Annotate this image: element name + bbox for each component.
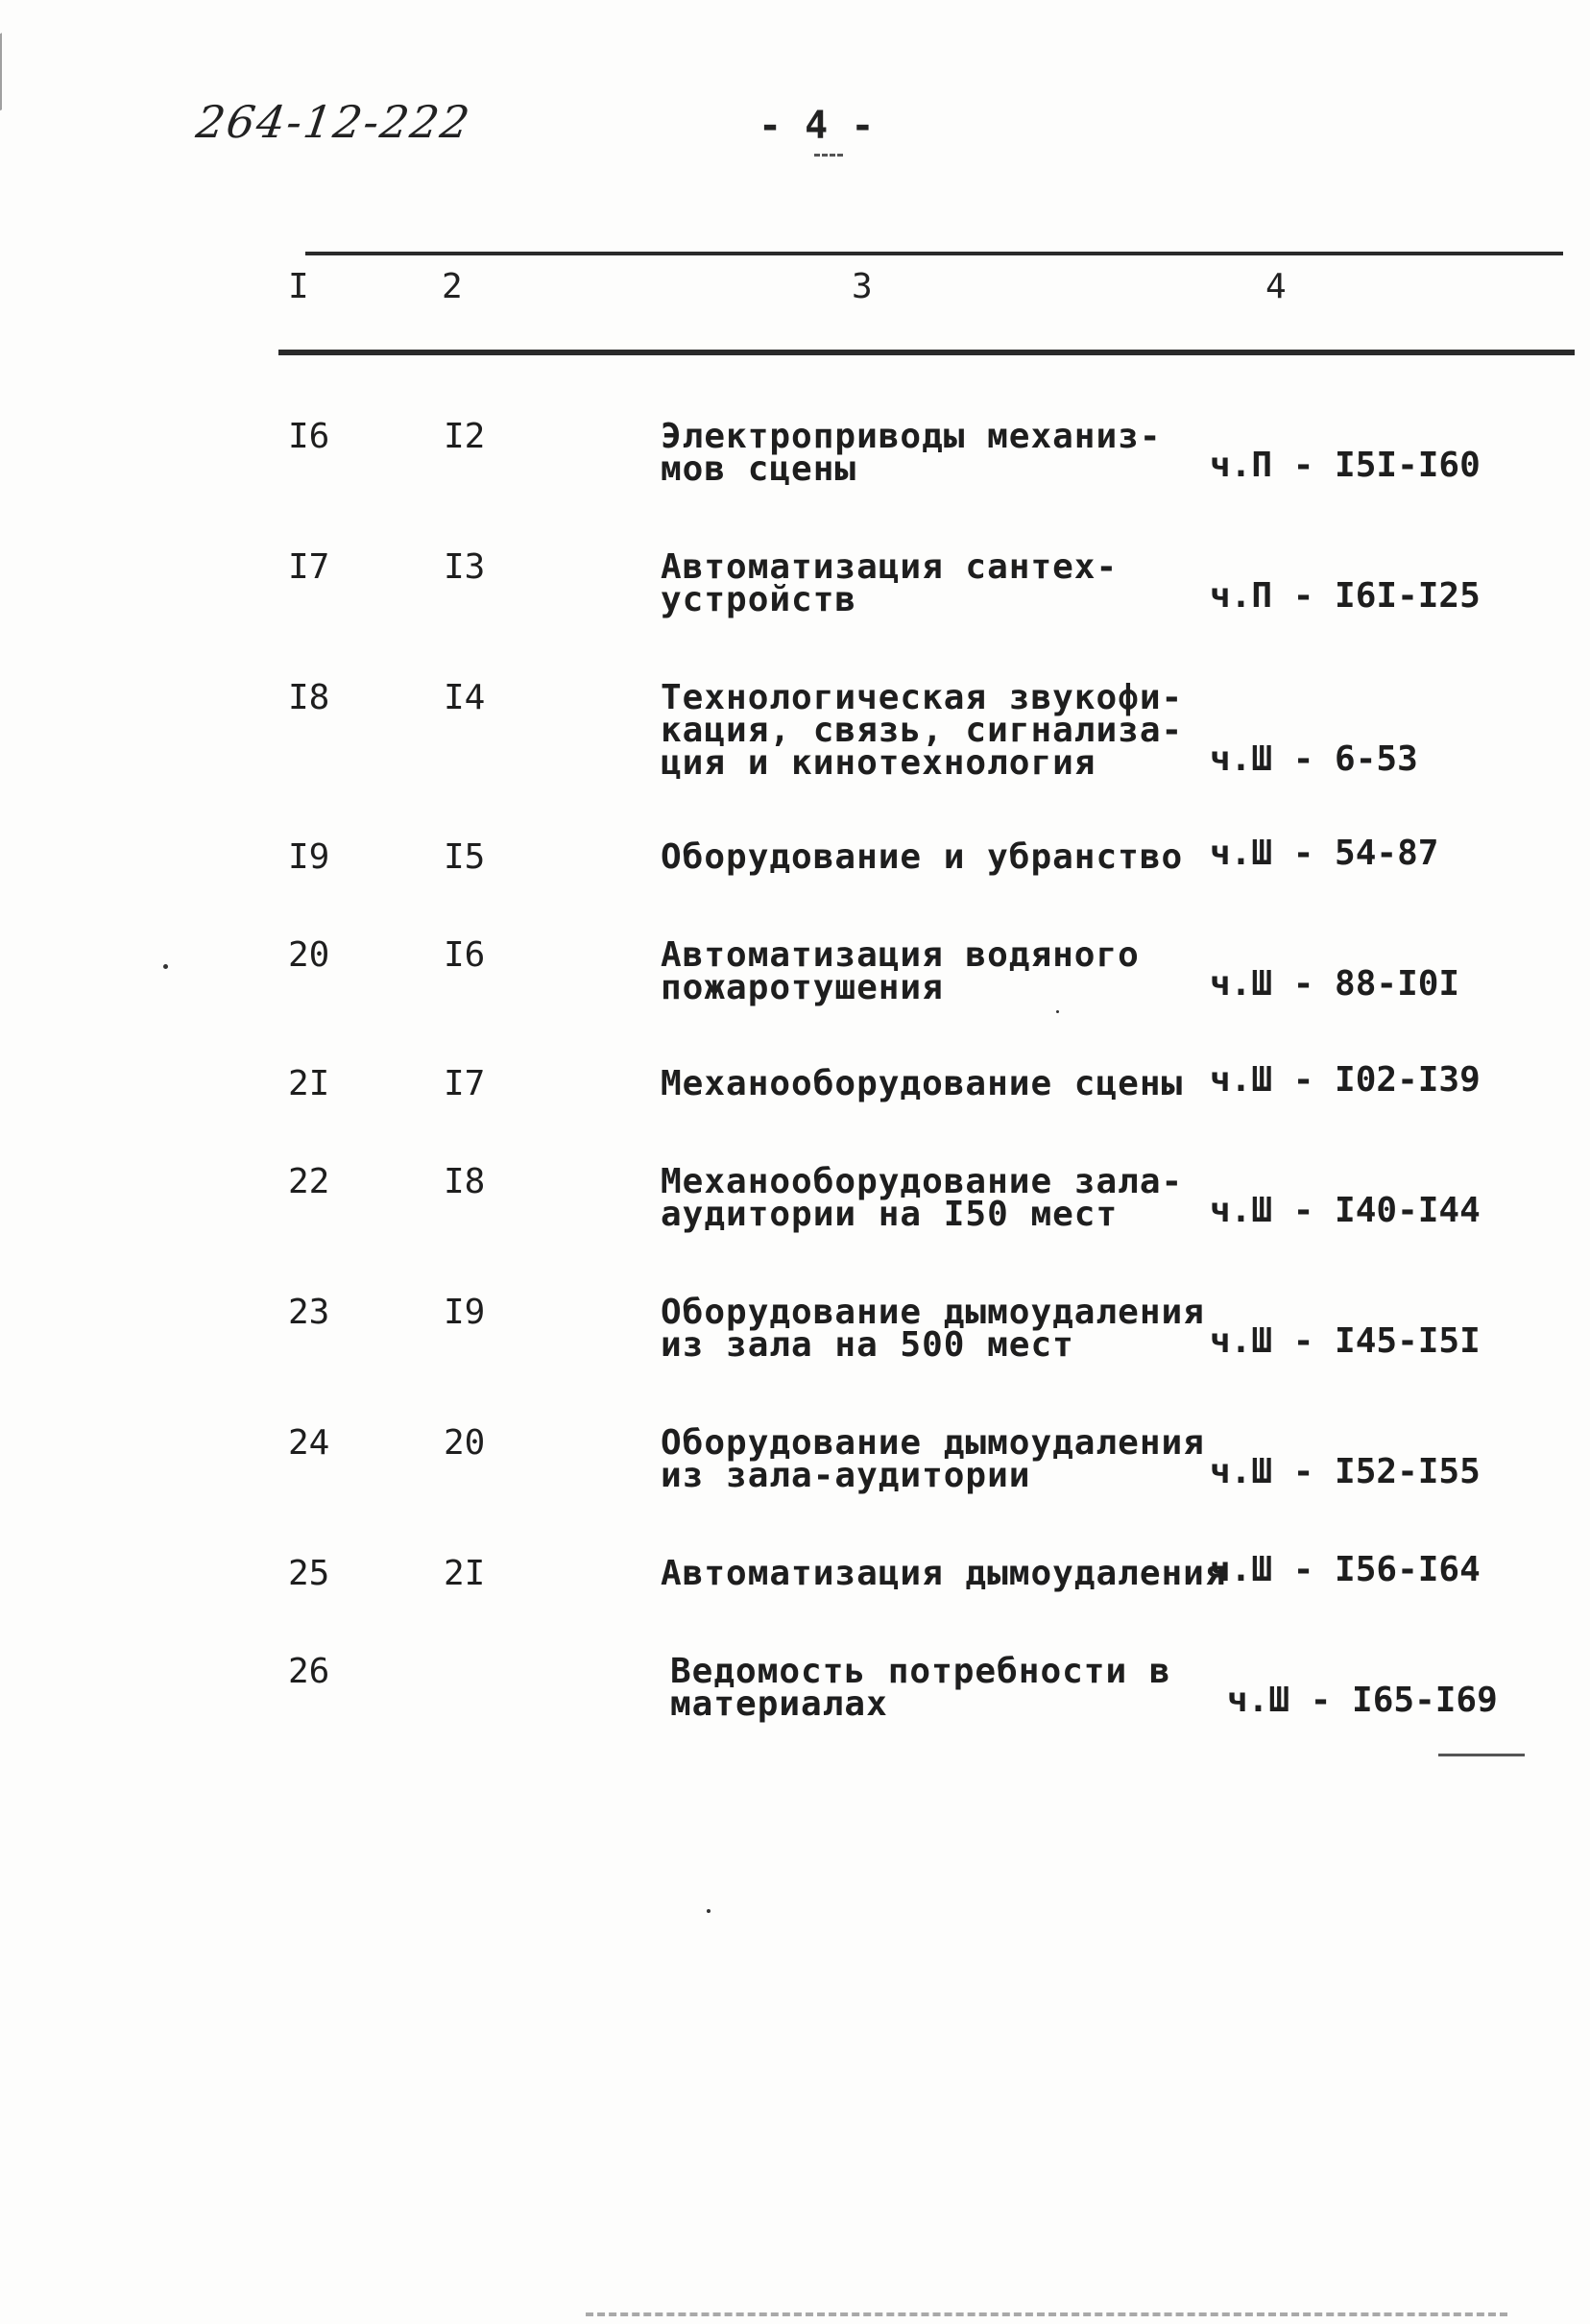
- row-number: 26: [288, 1652, 330, 1691]
- row-subnumber: I3: [444, 547, 486, 587]
- scan-speck: [1056, 1010, 1059, 1013]
- page-number: - 4 -: [759, 104, 875, 148]
- scan-speck: [707, 1909, 711, 1913]
- table-row: [0, 1550, 1590, 1634]
- row-title: Автоматизация водяного пожаротушения: [661, 935, 1140, 1007]
- column-header-4: 4: [1265, 267, 1287, 306]
- row-subnumber: 2I: [444, 1554, 486, 1593]
- row-title: Механооборудование зала- аудитории на I50 мест: [661, 1162, 1184, 1234]
- row-subnumber: I5: [444, 837, 486, 877]
- row-subnumber: I8: [444, 1162, 486, 1201]
- scan-speck: [163, 964, 168, 969]
- row-number: I8: [288, 678, 330, 717]
- row-title: Ведомость потребности в материалах: [670, 1652, 1171, 1724]
- row-reference: ч.Ш - I65-I69: [1227, 1681, 1498, 1720]
- row-subnumber: 20: [444, 1423, 486, 1463]
- row-title: Оборудование дымоудаления из зала на 500 мест: [661, 1293, 1205, 1365]
- row-reference: ч.Ш - I40-I44: [1210, 1191, 1481, 1230]
- row-subnumber: I9: [444, 1293, 486, 1332]
- row-number: 25: [288, 1554, 330, 1593]
- row-number: I6: [288, 417, 330, 456]
- row-number: 22: [288, 1162, 330, 1201]
- row-reference: ч.Ш - 54-87: [1210, 834, 1439, 873]
- row-title: Автоматизация дымоудаления: [661, 1554, 1227, 1593]
- column-header-3: 3: [852, 267, 873, 306]
- table-header-rule: [278, 350, 1575, 355]
- row-subnumber: I6: [444, 935, 486, 975]
- row-subnumber: I4: [444, 678, 486, 717]
- table-row: [0, 1293, 1590, 1373]
- table-row: [0, 935, 1590, 1016]
- column-header-2: 2: [442, 267, 463, 306]
- document-code: 264-12-222: [193, 96, 475, 148]
- row-title: Оборудование и убранство: [661, 837, 1184, 877]
- table-row: [0, 834, 1590, 918]
- row-reference: ч.Ш - 6-53: [1210, 739, 1418, 779]
- table-row: [0, 678, 1590, 783]
- row-number: I7: [288, 547, 330, 587]
- table-row: [0, 1652, 1590, 1732]
- row-subnumber: I7: [444, 1064, 486, 1103]
- scan-noise: [586, 2312, 1507, 2316]
- row-number: 23: [288, 1293, 330, 1332]
- row-reference: ч.Ш - I45-I5I: [1210, 1321, 1481, 1361]
- row-reference: ч.Ш - I52-I55: [1210, 1452, 1481, 1491]
- row-title: Автоматизация сантех- устройств: [661, 547, 1119, 619]
- row-number: 24: [288, 1423, 330, 1463]
- row-number: 2I: [288, 1064, 330, 1103]
- row-number: 20: [288, 935, 330, 975]
- row-reference: ч.П - I6I-I25: [1210, 576, 1481, 616]
- row-title: Оборудование дымоудаления из зала-аудитории: [661, 1423, 1205, 1495]
- row-reference: ч.Ш - I02-I39: [1210, 1060, 1481, 1100]
- row-title: Электроприводы механиз- мов сцены: [661, 417, 1162, 489]
- row-reference: ч.Ш - 88-I0I: [1210, 964, 1460, 1004]
- row-reference: ч.Ш - I56-I64: [1210, 1550, 1481, 1589]
- table-row: [0, 1162, 1590, 1243]
- row-number: I9: [288, 837, 330, 877]
- scan-corner-mark: [0, 0, 117, 110]
- row-title: Механооборудование сцены: [661, 1064, 1184, 1103]
- table-row: [0, 1060, 1590, 1145]
- row-reference: ч.П - I5I-I60: [1210, 446, 1481, 485]
- table-top-rule: [305, 252, 1563, 255]
- table-row: [0, 1423, 1590, 1504]
- row-subnumber: I2: [444, 417, 486, 456]
- column-header-1: I: [288, 267, 309, 306]
- row-title: Технологическая звукофи- кация, связь, сигнализа- ция и кинотехнология: [661, 678, 1184, 783]
- table-row: [0, 547, 1590, 628]
- table-row: [0, 417, 1590, 497]
